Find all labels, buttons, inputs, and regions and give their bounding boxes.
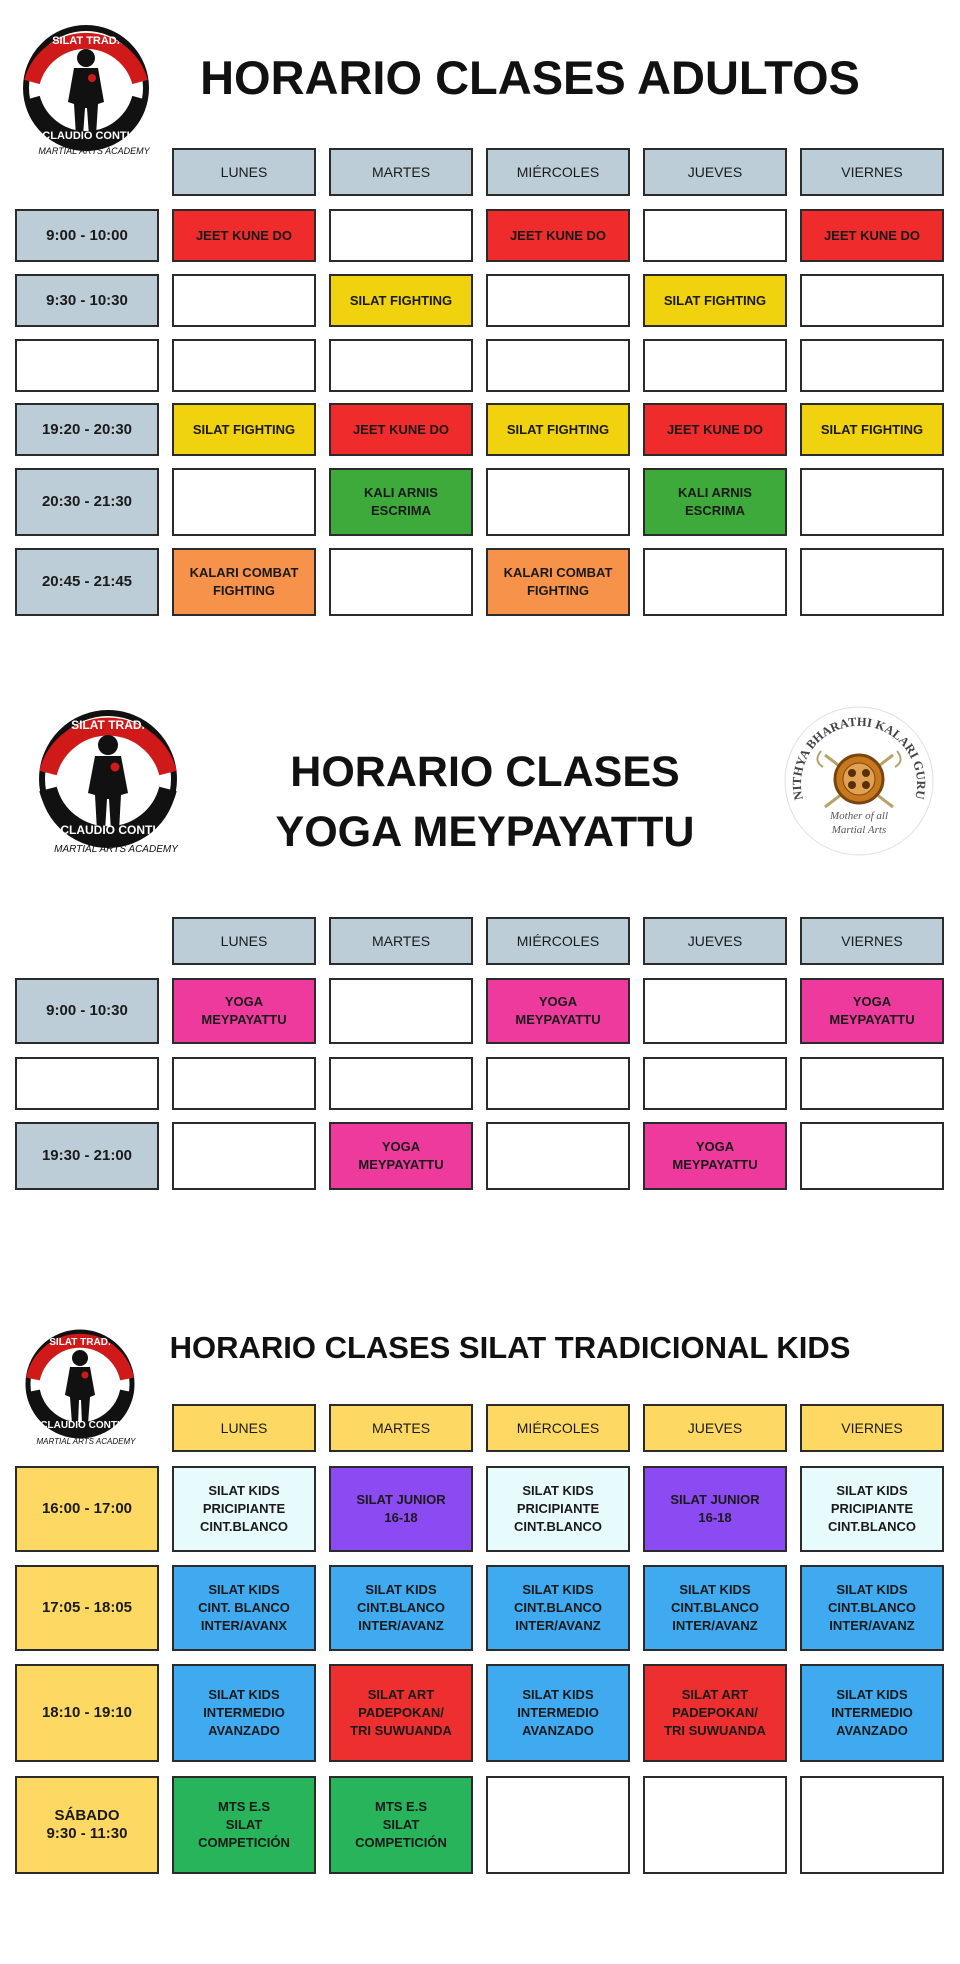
- day-header-1: MARTES: [329, 1404, 473, 1452]
- day-header-4: VIERNES: [800, 1404, 944, 1452]
- kalari-motto-line2: Martial Arts: [831, 824, 887, 836]
- class-cell: SILAT JUNIOR 16-18: [643, 1466, 787, 1552]
- class-cell: SILAT KIDS CINT.BLANCO INTER/AVANZ: [329, 1565, 473, 1651]
- class-cell: [486, 1122, 630, 1190]
- class-cell: [329, 209, 473, 262]
- time-slot: 9:00 - 10:30: [15, 978, 159, 1044]
- class-cell: SILAT KIDS CINT. BLANCO INTER/AVANX: [172, 1565, 316, 1651]
- time-slot: 17:05 - 18:05: [15, 1565, 159, 1651]
- class-cell: SILAT KIDS PRICIPIANTE CINT.BLANCO: [486, 1466, 630, 1552]
- class-cell: KALARI COMBAT FIGHTING: [486, 548, 630, 616]
- logo-top-text: SILAT TRAD.: [52, 35, 120, 47]
- class-cell: [800, 274, 944, 327]
- class-cell: SILAT ART PADEPOKAN/ TRI SUWUANDA: [643, 1664, 787, 1762]
- class-cell: SILAT KIDS CINT.BLANCO INTER/AVANZ: [643, 1565, 787, 1651]
- time-slot: 20:45 - 21:45: [15, 548, 159, 616]
- class-cell: YOGA MEYPAYATTU: [329, 1122, 473, 1190]
- day-header-0: LUNES: [172, 917, 316, 965]
- class-cell: [172, 1057, 316, 1110]
- class-cell: JEET KUNE DO: [800, 209, 944, 262]
- class-cell: [643, 209, 787, 262]
- class-cell: [172, 468, 316, 536]
- class-cell: JEET KUNE DO: [486, 209, 630, 262]
- class-cell: YOGA MEYPAYATTU: [486, 978, 630, 1044]
- class-cell: [486, 468, 630, 536]
- class-cell: KALI ARNIS ESCRIMA: [329, 468, 473, 536]
- class-cell: YOGA MEYPAYATTU: [172, 978, 316, 1044]
- class-cell: SILAT FIGHTING: [172, 403, 316, 456]
- class-cell: [643, 978, 787, 1044]
- class-cell: SILAT FIGHTING: [800, 403, 944, 456]
- kalari-ring-text: NITHYA BHARATHI KALARI GURU: [789, 714, 929, 802]
- class-cell: [800, 1057, 944, 1110]
- class-cell: [643, 548, 787, 616]
- kalari-gurukulam-logo: [783, 703, 935, 859]
- class-cell: [643, 1057, 787, 1110]
- class-cell: MTS E.S SILAT COMPETICIÓN: [172, 1776, 316, 1874]
- class-cell: KALARI COMBAT FIGHTING: [172, 548, 316, 616]
- day-header-3: JUEVES: [643, 1404, 787, 1452]
- yoga-title-line2: YOGA MEYPAYATTU: [275, 808, 695, 856]
- class-cell: [800, 548, 944, 616]
- day-header-2: MIÉRCOLES: [486, 917, 630, 965]
- class-cell: [486, 274, 630, 327]
- adultos-title: HORARIO CLASES ADULTOS: [200, 51, 860, 104]
- class-cell: [329, 1057, 473, 1110]
- day-header-4: VIERNES: [800, 148, 944, 196]
- time-slot: 19:20 - 20:30: [15, 403, 159, 456]
- day-header-2: MIÉRCOLES: [486, 1404, 630, 1452]
- class-cell: [172, 274, 316, 327]
- day-header-2: MIÉRCOLES: [486, 148, 630, 196]
- class-cell: SILAT KIDS PRICIPIANTE CINT.BLANCO: [172, 1466, 316, 1552]
- logo-bottom-text: CLAUDIO CONTI: [60, 823, 156, 837]
- class-cell: [329, 548, 473, 616]
- class-cell: JEET KUNE DO: [172, 209, 316, 262]
- logo-top-text: SILAT TRAD.: [49, 1337, 111, 1348]
- time-slot: 19:30 - 21:00: [15, 1122, 159, 1190]
- class-cell: KALI ARNIS ESCRIMA: [643, 468, 787, 536]
- kalari-motto-line1: Mother of all: [829, 810, 889, 822]
- class-cell: [172, 1122, 316, 1190]
- day-header-3: JUEVES: [643, 148, 787, 196]
- class-cell: SILAT ART PADEPOKAN/ TRI SUWUANDA: [329, 1664, 473, 1762]
- class-cell: [643, 1776, 787, 1874]
- class-cell: SILAT KIDS CINT.BLANCO INTER/AVANZ: [486, 1565, 630, 1651]
- class-cell: JEET KUNE DO: [329, 403, 473, 456]
- class-cell: [800, 1122, 944, 1190]
- class-cell: [800, 339, 944, 392]
- class-cell: [486, 1057, 630, 1110]
- day-header-0: LUNES: [172, 148, 316, 196]
- logo-tagline: MARTIAL ARTS ACADEMY: [38, 146, 150, 156]
- class-cell: SILAT FIGHTING: [486, 403, 630, 456]
- logo-bottom-text: CLAUDIO CONTI: [40, 1420, 120, 1431]
- class-cell: [486, 339, 630, 392]
- class-cell: [643, 339, 787, 392]
- time-slot: SÁBADO 9:30 - 11:30: [15, 1776, 159, 1874]
- yoga-title-line1: HORARIO CLASES: [290, 748, 680, 796]
- class-cell: SILAT KIDS INTERMEDIO AVANZADO: [800, 1664, 944, 1762]
- class-cell: [329, 339, 473, 392]
- class-cell: [800, 468, 944, 536]
- time-slot: [15, 1057, 159, 1110]
- class-cell: YOGA MEYPAYATTU: [643, 1122, 787, 1190]
- class-cell: SILAT KIDS INTERMEDIO AVANZADO: [172, 1664, 316, 1762]
- day-header-1: MARTES: [329, 917, 473, 965]
- logo-top-text: SILAT TRAD.: [71, 718, 145, 732]
- time-slot: 9:00 - 10:00: [15, 209, 159, 262]
- day-header-0: LUNES: [172, 1404, 316, 1452]
- time-slot: 20:30 - 21:30: [15, 468, 159, 536]
- time-slot: 9:30 - 10:30: [15, 274, 159, 327]
- class-cell: JEET KUNE DO: [643, 403, 787, 456]
- kids-title: HORARIO CLASES SILAT TRADICIONAL KIDS: [169, 1330, 851, 1365]
- class-cell: YOGA MEYPAYATTU: [800, 978, 944, 1044]
- class-cell: [329, 978, 473, 1044]
- class-cell: SILAT KIDS PRICIPIANTE CINT.BLANCO: [800, 1466, 944, 1552]
- day-header-1: MARTES: [329, 148, 473, 196]
- day-header-3: JUEVES: [643, 917, 787, 965]
- class-cell: SILAT KIDS CINT.BLANCO INTER/AVANZ: [800, 1565, 944, 1651]
- class-cell: SILAT KIDS INTERMEDIO AVANZADO: [486, 1664, 630, 1762]
- class-cell: [172, 339, 316, 392]
- class-cell: SILAT JUNIOR 16-18: [329, 1466, 473, 1552]
- day-header-4: VIERNES: [800, 917, 944, 965]
- logo-tagline: MARTIAL ARTS ACADEMY: [54, 844, 178, 855]
- logo-bottom-text: CLAUDIO CONTI: [42, 130, 130, 142]
- time-slot: [15, 339, 159, 392]
- class-cell: [486, 1776, 630, 1874]
- time-slot: 18:10 - 19:10: [15, 1664, 159, 1762]
- class-cell: [800, 1776, 944, 1874]
- logo-tagline: MARTIAL ARTS ACADEMY: [36, 1437, 136, 1446]
- class-cell: MTS E.S SILAT COMPETICIÓN: [329, 1776, 473, 1874]
- class-cell: SILAT FIGHTING: [643, 274, 787, 327]
- time-slot: 16:00 - 17:00: [15, 1466, 159, 1552]
- class-cell: SILAT FIGHTING: [329, 274, 473, 327]
